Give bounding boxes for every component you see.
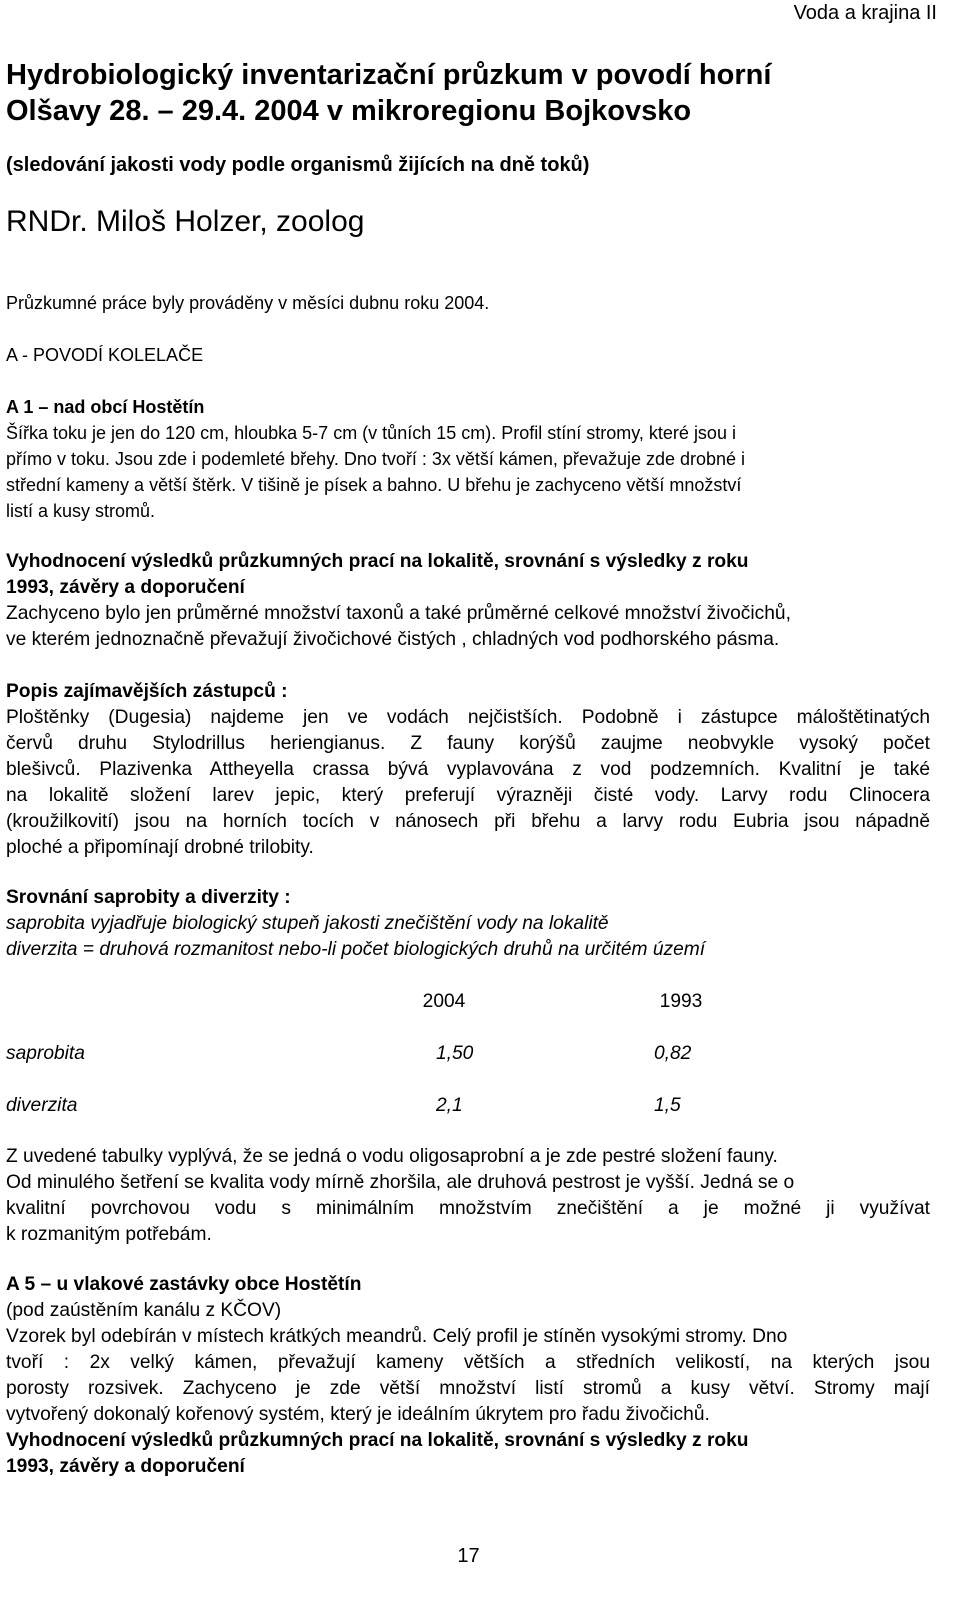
species-heading: Popis zajímavějších zástupců : bbox=[6, 681, 288, 702]
conclusion-text-line: Od minulého šetření se kvalita vody mírně zhoršila, ale druhová pestrost je vyšší. Jedná se o bbox=[6, 1172, 795, 1193]
site-a1-text-line: přímo v toku. Jsou zde i podemleté břehy. Dno tvoří : 3x větší kámen, převažuje zde drobné i bbox=[6, 449, 746, 469]
section-heading: A - POVODÍ KOLELAČE bbox=[6, 345, 204, 365]
evaluation-heading-line: Vyhodnocení výsledků průzkumných prací na lokalitě, srovnání s výsledky z roku bbox=[6, 551, 749, 572]
site-a5-evaluation-heading-line: Vyhodnocení výsledků průzkumných prací na lokalitě, srovnání s výsledky z roku bbox=[6, 1430, 749, 1451]
species-text-line: červů druhu Stylodrillus heriengianus. Z fauny korýšů zaujme neobvykle vysoký počet bbox=[6, 733, 930, 754]
running-header: Voda a krajina II bbox=[793, 2, 937, 24]
author-line: RNDr. Miloš Holzer, zoolog bbox=[6, 205, 365, 238]
table-cell: 0,82 bbox=[654, 1043, 692, 1064]
conclusion-text-line: k rozmanitým potřebám. bbox=[6, 1224, 212, 1245]
definition-diverzita: diverzita = druhová rozmanitost nebo-li počet biologických druhů na určitém území bbox=[6, 939, 706, 960]
table-column-header: 2004 bbox=[422, 991, 466, 1012]
site-a5-evaluation-heading-line: 1993, závěry a doporučení bbox=[6, 1456, 245, 1477]
species-text-line: (kroužilkovití) jsou na horních tocích v nánosech při břehu a larvy rodu Eubria jsou nápadně bbox=[6, 811, 930, 832]
comparison-heading: Srovnání saprobity a diverzity : bbox=[6, 887, 291, 908]
site-a5-text-line: porosty rozsivek. Zachyceno je zde větší množství listí stromů a kusy větví. Stromy mají bbox=[6, 1378, 930, 1399]
site-a1-text-line: listí a kusy stromů. bbox=[6, 501, 156, 521]
species-text-line: Ploštěnky (Dugesia) najdeme jen ve vodách nejčistších. Podobně i zástupce máloštětinatých bbox=[6, 707, 930, 728]
document-subtitle: (sledování jakosti vody podle organismů žijících na dně toků) bbox=[6, 154, 590, 176]
evaluation-text-line: Zachyceno bylo jen průměrné množství taxonů a také průměrné celkové množství živočichů, bbox=[6, 603, 791, 624]
site-a1-text-line: Šířka toku je jen do 120 cm, hloubka 5-7 cm (v tůních 15 cm). Profil stíní stromy, které jsou i bbox=[6, 423, 736, 443]
site-a5-subheading: (pod zaústěním kanálu z KČOV) bbox=[6, 1300, 282, 1321]
table-cell: 2,1 bbox=[436, 1095, 463, 1116]
evaluation-text-line: ve kterém jednoznačně převažují živočichové čistých , chladných vod podhorského pásma. bbox=[6, 629, 780, 650]
site-a5-text-line: vytvořený dokonalý kořenový systém, který je ideálním úkrytem pro řadu živočichů. bbox=[6, 1404, 710, 1425]
table-column-header: 1993 bbox=[659, 991, 703, 1012]
document-title-line-2: Olšavy 28. – 29.4. 2004 v mikroregionu Bojkovsko bbox=[6, 95, 692, 127]
species-text-line: blešivců. Plazivenka Attheyella crassa bývá vyplavována z vod podzemních. Kvalitní je také bbox=[6, 759, 930, 780]
evaluation-heading-line: 1993, závěry a doporučení bbox=[6, 577, 245, 598]
table-row-label: diverzita bbox=[6, 1095, 78, 1116]
species-text-line: na lokalitě složení larev jepic, který preferují výrazněji čisté vody. Larvy rodu Clinocera bbox=[6, 785, 930, 806]
site-a1-heading: A 1 – nad obcí Hostětín bbox=[6, 397, 205, 417]
table-row-label: saprobita bbox=[6, 1043, 85, 1064]
conclusion-text-line: kvalitní povrchovou vodu s minimálním množstvím znečištění a je možné ji využívat bbox=[6, 1198, 930, 1219]
document-title-line-1: Hydrobiologický inventarizační průzkum v povodí horní bbox=[6, 59, 772, 91]
site-a5-text-line: Vzorek byl odebírán v místech krátkých meandrů. Celý profil je stíněn vysokými stromy. Dno bbox=[6, 1326, 788, 1347]
page-number: 17 bbox=[457, 1545, 480, 1567]
conclusion-text-line: Z uvedené tabulky vyplývá, že se jedná o vodu oligosaprobní a je zde pestré složení fauny. bbox=[6, 1146, 778, 1167]
table-cell: 1,5 bbox=[654, 1095, 681, 1116]
site-a5-text-line: tvoří : 2x velký kámen, převažují kameny větších a středních velikostí, na kterých jsou bbox=[6, 1352, 930, 1373]
intro-text: Průzkumné práce byly prováděny v měsíci dubnu roku 2004. bbox=[6, 293, 490, 313]
definition-saprobita: saprobita vyjadřuje biologický stupeň jakosti znečištění vody na lokalitě bbox=[6, 913, 609, 934]
table-cell: 1,50 bbox=[436, 1043, 474, 1064]
site-a5-heading: A 5 – u vlakové zastávky obce Hostětín bbox=[6, 1274, 362, 1295]
species-text-line: ploché a připomínají drobné trilobity. bbox=[6, 837, 314, 858]
site-a1-text-line: střední kameny a větší štěrk. V tišině je písek a bahno. U břehu je zachyceno větší množství bbox=[6, 475, 742, 495]
